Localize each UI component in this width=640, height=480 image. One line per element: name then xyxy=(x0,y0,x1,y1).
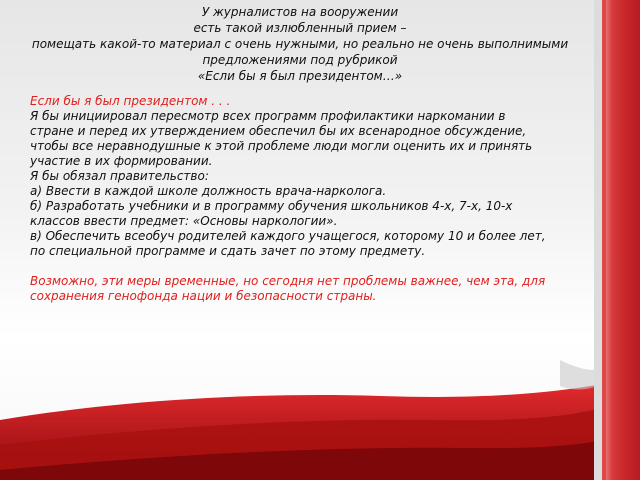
body-paragraph: Я бы инициировал пересмотр всех программ профилактики наркомании в стране и перед их утверждением обеспечил бы их всенародное обсуждение, чтобы все неравнодушные к этой проблеме люди могли оценить их и принять участие в их формировании. xyxy=(30,109,533,168)
body-paragraph: б) Разработать учебники и в программу обучения школьников 4-х, 7-х, 10-х классов ввести предмет: «Основы наркологии». xyxy=(30,199,513,228)
header-line: «Если бы я был президентом…» xyxy=(197,69,403,83)
right-red-stripe xyxy=(602,0,640,480)
header-line: У журналистов на вооружении xyxy=(201,5,399,19)
slide-body xyxy=(30,94,550,304)
body-heading: Если бы я был президентом . . . xyxy=(30,94,231,108)
body-paragraph: а) Ввести в каждой школе должность врача-нарколога. xyxy=(30,184,387,198)
body-paragraph: Я бы обязал правительство: xyxy=(30,169,209,183)
header-line: есть такой излюбленный прием – xyxy=(193,21,407,35)
header-line: помещать какой-то материал с очень нужными, но реально не очень выполнимыми xyxy=(31,37,569,51)
header-line: предложениями под рубрикой xyxy=(202,53,398,67)
slide-header xyxy=(0,4,600,84)
body-conclusion: Возможно, эти меры временные, но сегодня нет проблемы важнее, чем эта, для сохранения генофонда нации и безопасности страны. xyxy=(30,274,546,303)
body-paragraph: в) Обеспечить всеобуч родителей каждого учащегося, которому 10 и более лет, по специальной программе и сдать зачет по этому предмету. xyxy=(30,229,546,258)
